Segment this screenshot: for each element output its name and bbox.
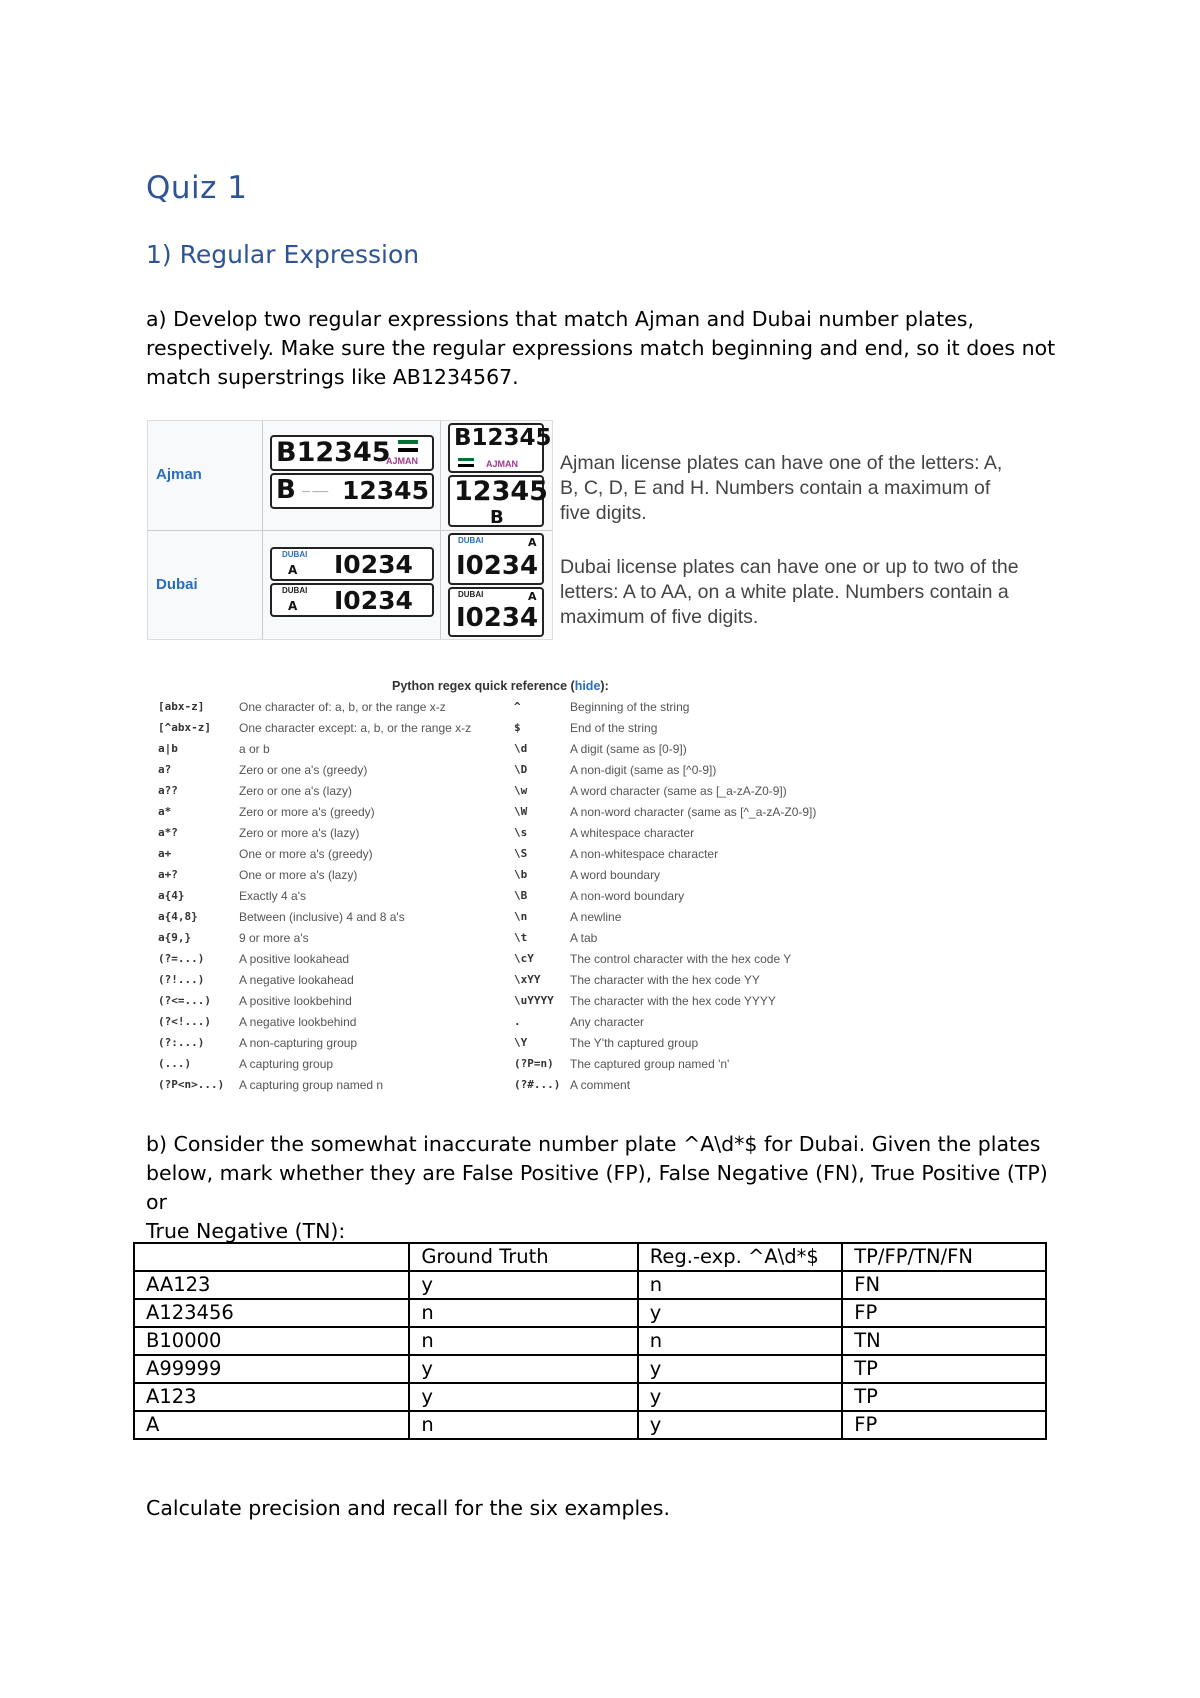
dubai-label: Dubai: [156, 576, 198, 593]
regex-ref-row: [158, 1057, 1078, 1078]
regex-ref-row: [158, 763, 1078, 784]
regex-desc: A non-digit (same as [^0-9]): [570, 763, 717, 777]
regex-token: (?P=n): [514, 1057, 554, 1070]
regex-ref-row: [158, 700, 1078, 721]
regex-desc: Zero or more a's (lazy): [239, 826, 360, 840]
table-cell: n: [638, 1327, 843, 1355]
ajman-description: [560, 451, 1080, 526]
ajman-plate-long: B12345 AJMAN: [270, 435, 434, 471]
table-cell: AA123: [134, 1271, 409, 1299]
regex-token: \n: [514, 910, 528, 923]
regex-token: a*?: [158, 826, 178, 839]
dubai-plate-square-2: DUBAI A I0234: [448, 587, 544, 637]
regex-desc: End of the string: [570, 721, 658, 735]
regex-desc: A non-capturing group: [239, 1036, 358, 1050]
table-cell: y: [638, 1299, 843, 1327]
uae-flag-icon: [398, 440, 418, 452]
regex-token: (?=...): [158, 952, 205, 965]
regex-token: (?!...): [158, 973, 205, 986]
regex-ref-row: [158, 805, 1078, 826]
table-cell: n: [409, 1327, 637, 1355]
regex-token: (?P<n>...): [158, 1078, 225, 1091]
regex-token: \s: [514, 826, 528, 839]
ajman-label: Ajman: [156, 466, 202, 483]
regex-token: \w: [514, 784, 528, 797]
table-cell: A99999: [134, 1355, 409, 1383]
regex-token: \S: [514, 847, 528, 860]
regex-desc: One or more a's (greedy): [239, 847, 373, 861]
table-cell: y: [638, 1411, 843, 1439]
regex-desc: A word boundary: [570, 868, 661, 882]
regex-desc: A comment: [570, 1078, 631, 1092]
regex-ref-row: [158, 721, 1078, 742]
regex-token: \xYY: [514, 973, 541, 986]
dubai-plate-long-2: DUBAI A I0234: [270, 583, 434, 617]
regex-token: \cY: [514, 952, 534, 965]
regex-desc: Any character: [570, 1015, 645, 1029]
regex-token: $: [514, 721, 521, 734]
question-b: [146, 1130, 1066, 1246]
table-cell: A123: [134, 1383, 409, 1411]
table-cell: n: [638, 1271, 843, 1299]
table-cell: y: [638, 1383, 843, 1411]
dubai-plate-square: DUBAI A I0234: [448, 533, 544, 585]
question-a-line: match superstrings like AB1234567.: [146, 365, 519, 389]
regex-ref-row: [158, 1036, 1078, 1057]
regex-token: \b: [514, 868, 528, 881]
regex-token: \Y: [514, 1036, 528, 1049]
table-cell: y: [409, 1355, 637, 1383]
ajman-desc-line: Ajman license plates can have one of the letters: A,: [560, 452, 1003, 474]
regex-ref-row: [158, 973, 1078, 994]
regex-desc: The Y'th captured group: [570, 1036, 699, 1050]
dubai-description: [560, 555, 1080, 630]
regex-token: (...): [158, 1057, 192, 1070]
regex-ref-row: [158, 910, 1078, 931]
regex-token: a*: [158, 805, 172, 818]
regex-token: \W: [514, 805, 528, 818]
dubai-desc-line: letters: A to AA, on a white plate. Numbers contain a: [560, 581, 1009, 603]
regex-desc: A positive lookbehind: [239, 994, 352, 1008]
results-table: [133, 1242, 1047, 1440]
regex-token: .: [514, 1015, 521, 1028]
question-a-line: respectively. Make sure the regular expressions match beginning and end, so it does not: [146, 336, 1056, 360]
question-b-line: below, mark whether they are False Positive (FP), False Negative (FN), True Positive (TP) or: [146, 1161, 1048, 1214]
regex-desc: Between (inclusive) 4 and 8 a's: [239, 910, 405, 924]
regex-ref-row: [158, 868, 1078, 889]
regex-token: \uYYYY: [514, 994, 554, 1007]
regex-token: a+: [158, 847, 172, 860]
regex-token: a?: [158, 763, 172, 776]
regex-desc: A non-word character (same as [^_a-zA-Z0-9]): [570, 805, 817, 819]
ajman-desc-line: five digits.: [560, 502, 647, 524]
table-header-cell: TP/FP/TN/FN: [842, 1243, 1046, 1271]
regex-desc: The character with the hex code YYYY: [570, 994, 776, 1008]
regex-desc: The control character with the hex code Y: [570, 952, 792, 966]
regex-token: [^abx-z]: [158, 721, 211, 734]
regex-token: a+?: [158, 868, 178, 881]
ajman-plate-long-2: B — —— 12345: [270, 473, 434, 509]
regex-desc: A positive lookahead: [239, 952, 350, 966]
table-cell: y: [409, 1271, 637, 1299]
regex-ref-row: [158, 1015, 1078, 1036]
table-header-cell: [134, 1243, 409, 1271]
question-a-line: a) Develop two regular expressions that match Ajman and Dubai number plates,: [146, 307, 974, 331]
table-cell: B10000: [134, 1327, 409, 1355]
regex-desc: A capturing group named n: [239, 1078, 384, 1092]
table-cell: A: [134, 1411, 409, 1439]
regex-token: (?:...): [158, 1036, 205, 1049]
regex-token: (?<!...): [158, 1015, 211, 1028]
question-b-line: b) Consider the somewhat inaccurate number plate ^A\d*$ for Dubai. Given the plates: [146, 1132, 1041, 1156]
ajman-plate-square-bottom: 12345 B: [448, 475, 544, 527]
regex-desc: One character except: a, b, or the range x-z: [239, 721, 472, 735]
regex-desc: a or b: [239, 742, 270, 756]
table-row: [134, 1299, 1046, 1327]
regex-token: \B: [514, 889, 528, 902]
regex-desc: A non-word boundary: [570, 889, 685, 903]
table-row: [134, 1383, 1046, 1411]
table-cell: FN: [842, 1271, 1046, 1299]
dubai-desc-line: maximum of five digits.: [560, 606, 759, 628]
uae-flag-icon: [458, 458, 474, 467]
question-b-line: True Negative (TN):: [146, 1219, 346, 1243]
regex-desc: Zero or one a's (greedy): [239, 763, 368, 777]
regex-ref-row: [158, 889, 1078, 910]
table-cell: FP: [842, 1411, 1046, 1439]
regex-desc: A non-whitespace character: [570, 847, 719, 861]
regex-desc: A newline: [570, 910, 622, 924]
table-cell: FP: [842, 1299, 1046, 1327]
table-cell: y: [409, 1383, 637, 1411]
table-cell: TP: [842, 1383, 1046, 1411]
regex-ref-row: [158, 826, 1078, 847]
regex-desc: The captured group named 'n': [570, 1057, 730, 1071]
regex-token: \t: [514, 931, 528, 944]
plates-figure: [147, 420, 553, 640]
regex-token: a{4,8}: [158, 910, 198, 923]
regex-token: a{4}: [158, 889, 185, 902]
regex-desc: The character with the hex code YY: [570, 973, 760, 987]
regex-token: ^: [514, 700, 521, 713]
table-cell: TP: [842, 1355, 1046, 1383]
regex-ref-row: [158, 952, 1078, 973]
regex-token: a{9,}: [158, 931, 192, 944]
table-row: [134, 1411, 1046, 1439]
regex-desc: One or more a's (lazy): [239, 868, 358, 882]
regex-ref-row: [158, 1078, 1078, 1099]
ajman-desc-line: B, C, D, E and H. Numbers contain a maximum of: [560, 477, 991, 499]
regex-token: \D: [514, 763, 528, 776]
regex-desc: Beginning of the string: [570, 700, 690, 714]
regex-desc: A negative lookbehind: [239, 1015, 357, 1029]
table-cell: y: [638, 1355, 843, 1383]
regex-desc: One character of: a, b, or the range x-z: [239, 700, 446, 714]
regex-ref-row: [158, 931, 1078, 952]
table-cell: n: [409, 1411, 637, 1439]
regex-ref-row: [158, 784, 1078, 805]
regex-desc: Exactly 4 a's: [239, 889, 306, 903]
dubai-desc-line: Dubai license plates can have one or up to two of the: [560, 556, 1019, 578]
hide-link[interactable]: hide: [574, 679, 601, 693]
section-heading: 1) Regular Expression: [146, 240, 420, 269]
regex-desc: 9 or more a's: [239, 931, 309, 945]
closing-instruction: Calculate precision and recall for the six examples.: [146, 1496, 670, 1520]
regex-token: \d: [514, 742, 528, 755]
table-row: [134, 1271, 1046, 1299]
table-cell: n: [409, 1299, 637, 1327]
regex-desc: A capturing group: [239, 1057, 334, 1071]
regex-ref-row: [158, 994, 1078, 1015]
question-a: [146, 305, 1066, 392]
regex-token: a|b: [158, 742, 178, 755]
page-title: Quiz 1: [146, 170, 248, 206]
regex-ref-row: [158, 847, 1078, 868]
regex-reference-title: Python regex quick reference (hide):: [392, 679, 609, 693]
regex-token: a??: [158, 784, 178, 797]
regex-token: (?#...): [514, 1078, 561, 1091]
regex-desc: A whitespace character: [570, 826, 695, 840]
table-row: [134, 1355, 1046, 1383]
regex-token: [abx-z]: [158, 700, 205, 713]
table-cell: TN: [842, 1327, 1046, 1355]
table-header-cell: Reg.-exp. ^A\d*$: [638, 1243, 843, 1271]
table-cell: A123456: [134, 1299, 409, 1327]
table-row: [134, 1327, 1046, 1355]
dubai-plate-long: DUBAI A I0234: [270, 547, 434, 581]
regex-desc: Zero or more a's (greedy): [239, 805, 375, 819]
table-header-row: [134, 1243, 1046, 1271]
regex-ref-row: [158, 742, 1078, 763]
regex-desc: A tab: [570, 931, 598, 945]
regex-token: (?<=...): [158, 994, 211, 1007]
regex-desc: A word character (same as [_a-zA-Z0-9]): [570, 784, 787, 798]
table-header-cell: Ground Truth: [409, 1243, 637, 1271]
regex-desc: Zero or one a's (lazy): [239, 784, 352, 798]
regex-desc: A negative lookahead: [239, 973, 354, 987]
regex-desc: A digit (same as [0-9]): [570, 742, 687, 756]
ajman-plate-square-top: B12345 AJMAN: [448, 423, 544, 473]
